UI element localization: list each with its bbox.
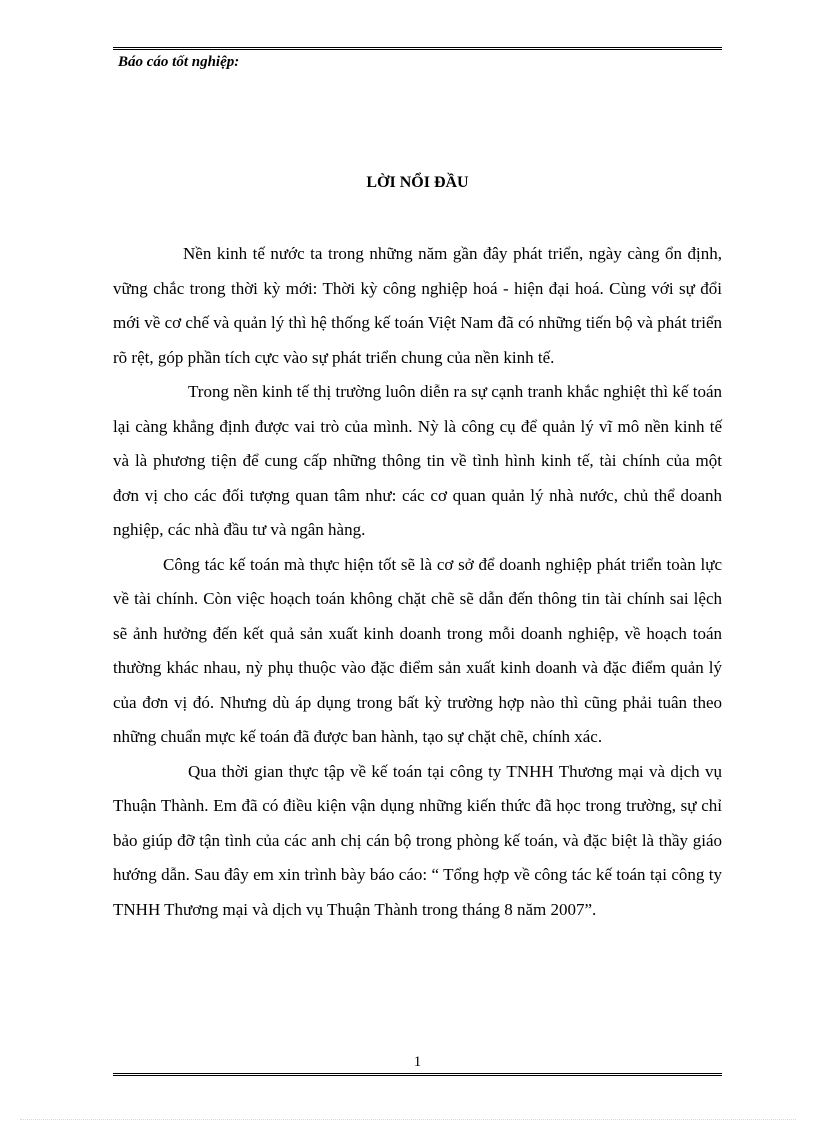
page-title: LỜI NỔI ĐẦU [366,174,469,191]
paragraph-2: Trong nền kinh tế thị trường luôn diễn ra sự cạnh tranh khắc nghiệt thì kế toán lại càng khẳng định được vai trò của mình. Nỳ là công cụ để quản lý vĩ mô nền kinh tế và là phương tiện để cung cấp những thông tin về tình hình kinh tế, tài chính của một đơn vị cho các đối tượng quan tâm như: các cơ quan quản lý nhà nước, chủ thể doanh nghiệp, các nhà đầu tư và ngân hàng. [113,382,722,539]
page-edge-dotted-line [20,1119,796,1120]
paragraph-1: Nền kinh tế nước ta trong những năm gần đây phát triển, ngày càng ổn định, vững chắc trong thời kỳ mới: Thời kỳ công nghiệp hoá - hiện đại hoá. Cùng với sự đổi mới về cơ chế và quản lý thì hệ thống kế toán Việt Nam đã có những tiến bộ và phát triển rõ rệt, góp phần tích cực vào sự phát triển chung của nền kinh tế. [113,244,722,367]
paragraph-3: Công tác kế toán mà thực hiện tốt sẽ là cơ sở để doanh nghiệp phát triển toàn lực về tài chính. Còn việc hoạch toán không chặt chẽ sẽ dẫn đến thông tin tài chính sai lệch sẽ ảnh hưởng đến kết quả sản xuất kinh doanh trong mỗi doanh nghiệp, về hoạch toán thường khác nhau, nỳ phụ thuộc vào đặc điểm sản xuất kinh doanh và đặc điểm quản lý của đơn vị đó. Nhưng dù áp dụng trong bất kỳ trường hợp nào thì cũng phải tuân theo những chuẩn mực kế toán đã được ban hành, tạo sự chặt chẽ, chính xác. [113,554,722,746]
document-body [113,237,722,927]
paragraph-4: Qua thời gian thực tập về kế toán tại công ty TNHH Thương mại và dịch vụ Thuận Thành. Em đã có điều kiện vận dụng những kiến thức đã học trong trường, sự chỉ bảo giúp đỡ tận tình của các anh chị cán bộ trong phòng kế toán, và đặc biệt là thầy giáo hướng dẫn. Sau đây em xin trình bày báo cáo: “ Tổng hợp về công tác kế toán tại công ty TNHH Thương mại và dịch vụ Thuận Thành trong tháng 8 năm 2007”. [113,761,722,919]
header-rule [113,47,722,50]
page-number: 1 [413,1054,422,1070]
footer-rule [113,1073,722,1076]
running-header: Báo cáo tốt nghiệp: [118,54,240,70]
